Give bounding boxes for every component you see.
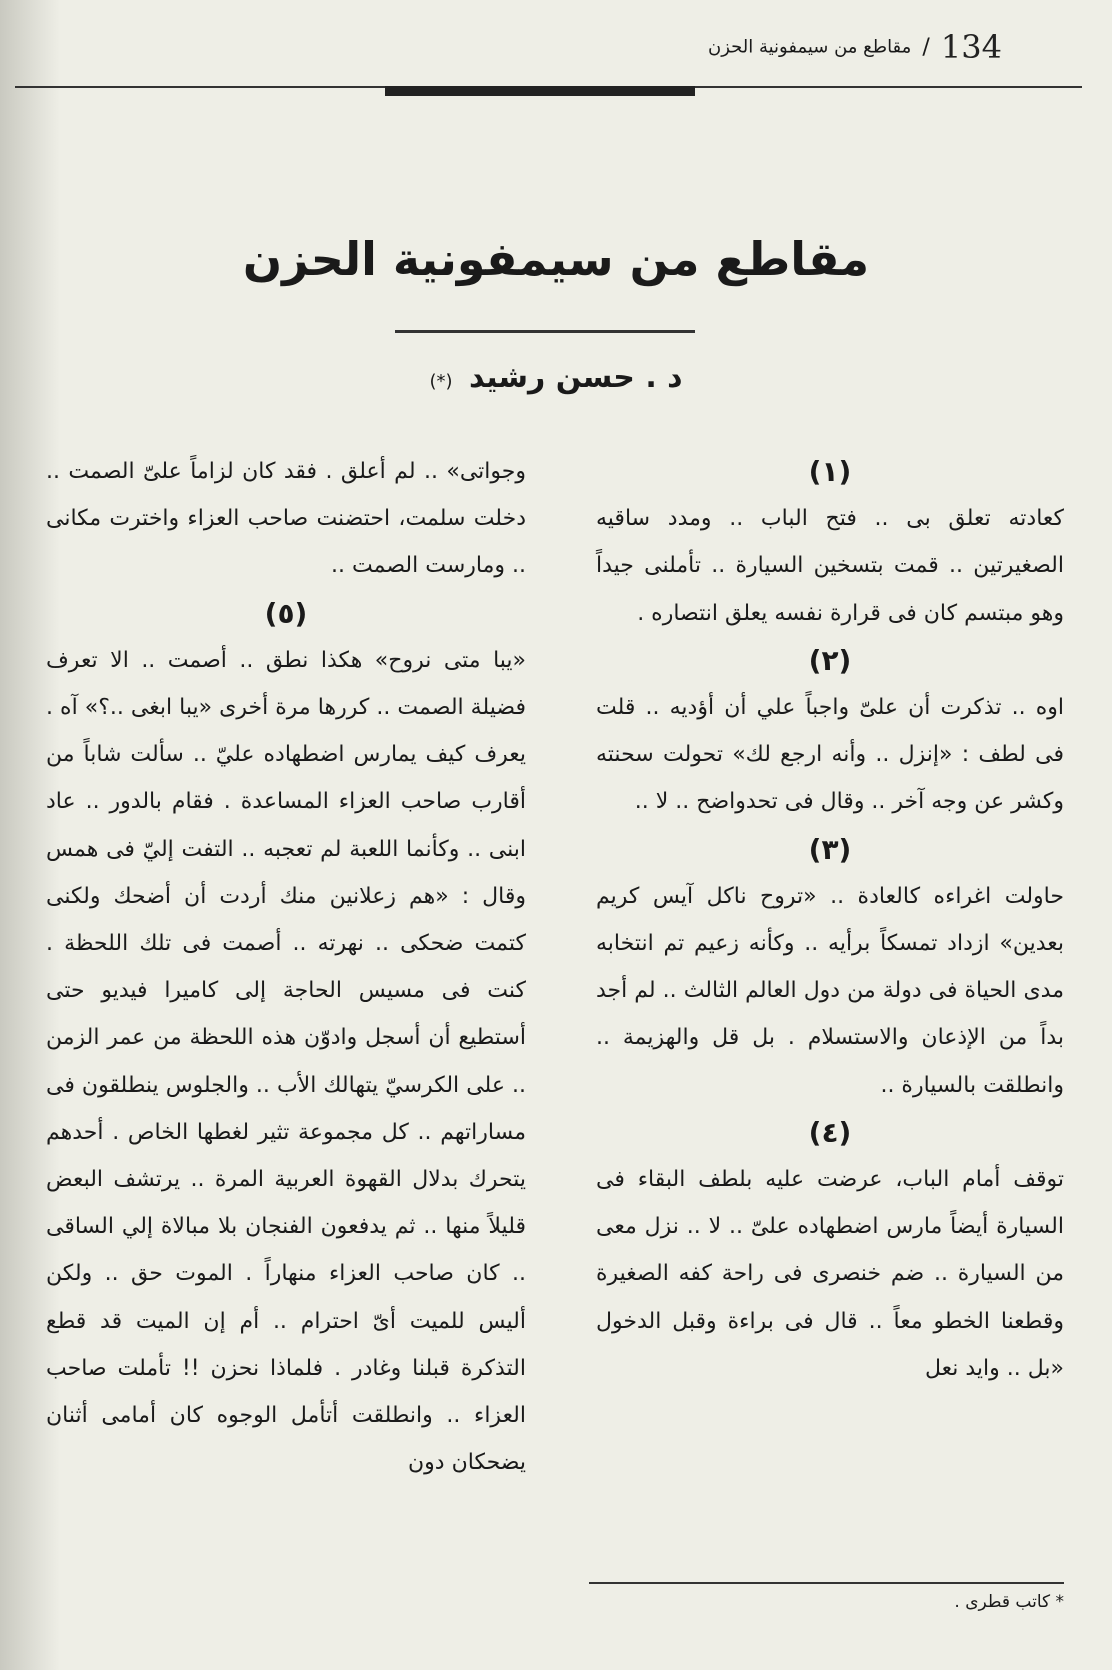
section-number: (٥) [264,596,308,630]
author-footnote-mark: (*) [429,371,453,392]
section-2 [596,637,1064,826]
section-paragraph: اوه .. تذكرت أن علىّ واجباً علي أن أؤديه .. قلت فى لطف : «إنزل .. وأنه ارجع لك» تحولت سحنته وكشر عن وجه آخر .. وقال فى تحدواضح .. لا .. [596,695,1064,815]
author-name: د . حسن رشيد [468,360,683,395]
article-title: مقاطع من سيمفونية الحزن [242,232,870,286]
section-number: (٤) [808,1115,852,1149]
section-1 [596,448,1064,637]
section-3 [596,826,1064,1109]
section-paragraph: توقف أمام الباب، عرضت عليه بلطف البقاء فى السيارة أيضاً مارس اضطهاده علىّ .. لا .. نزل معى من السيارة .. ضم خنصرى فى راحة كفه الصغيرة وقطعنا الخطو معاً .. قال فى براءة وقبل الدخول «بل .. وايد نعل [596,1167,1064,1381]
running-header [0,28,1002,78]
section-number: (١) [808,455,852,488]
section-paragraph: كعادته تعلق بى .. فتح الباب .. ومدد ساقيه الصغيرتين .. قمت بتسخين السيارة .. تأملنى جيداً وهو مبتسم كان فى قرارة نفسه يعلق انتصاره . [596,506,1064,626]
section-5-paragraph: «يبا متى نروح» هكذا نطق .. أصمت .. الا تعرف فضيلة الصمت .. كررها مرة أخرى «يبا ابغى ..؟» آه . يعرف كيف يمارس اضطهاده عليّ .. سألت شاباً من أقارب صاحب العزاء المساعدة . فقام بالدور .. عاد ابنى .. وكأنما اللعبة لم تعجبه .. التفت إليّ فى همس وقال : «هم زعلانين منك أردت أن أضحك ولكنى كتمت ضحكى .. نهرته .. أصمت فى تلك اللحظة . كنت فى مسيس الحاجة إلى كاميرا فيديو حتى أستطيع أن أسجل وادوّن هذه اللحظة من عمر الزمن .. على الكرسيّ يتهالك الأب .. والجلوس ينطلقون فى مساراتهم .. كل مجموعة تثير لغطها الخاص . أحدهم يتحرك بدلال القهوة العربية المرة .. يرتشف البعض قليلاً منها .. ثم يدفعون الفنجان بلا مبالاة إلي الساقى .. كان صاحب العزاء منهاراً . الموت حق .. ولكن أليس للميت أىّ احترام .. أم إن الميت قد قطع التذكرة قبلنا وغادر . فلماذا نحزن !! تأملت صاحب العزاء .. وانطلقت أتأمل الوجوه كان أمامى أثنان يضحكان دون [46,647,526,1476]
header-separator: / [922,34,930,60]
continued-paragraph: وجواتى» .. لم أعلق . فقد كان لزاماً علىّ الصمت .. دخلت سلمت، احتضنت صاحب العزاء واخترت مكانى .. ومارست الصمت .. [46,459,526,579]
section-number: (٣) [808,832,852,866]
section-4 [596,1109,1064,1392]
section-number: (٢) [808,643,852,677]
footnote-rule [589,1582,1064,1584]
page-number: 134 [940,28,1002,66]
left-column [46,448,526,1486]
header-rule-accent [385,86,695,96]
running-title: مقاطع من سيمفونية الحزن [707,36,912,58]
section-paragraph: حاولت اغراءه كالعادة .. «تروح ناكل آيس كريم بعدين» ازداد تمسكاً برأيه .. وكأنه زعيم تم انتخابه مدى الحياة فى دولة من دول العالم الثالث .. لم أجد بداً من الإذعان والاستسلام . بل قل والهزيمة .. وانطلقت بالسيارة .. [596,883,1064,1098]
title-rule [395,330,695,333]
author-line [0,360,1112,395]
right-column [596,448,1064,1392]
footnote: * كاتب قطرى . [954,1592,1064,1612]
